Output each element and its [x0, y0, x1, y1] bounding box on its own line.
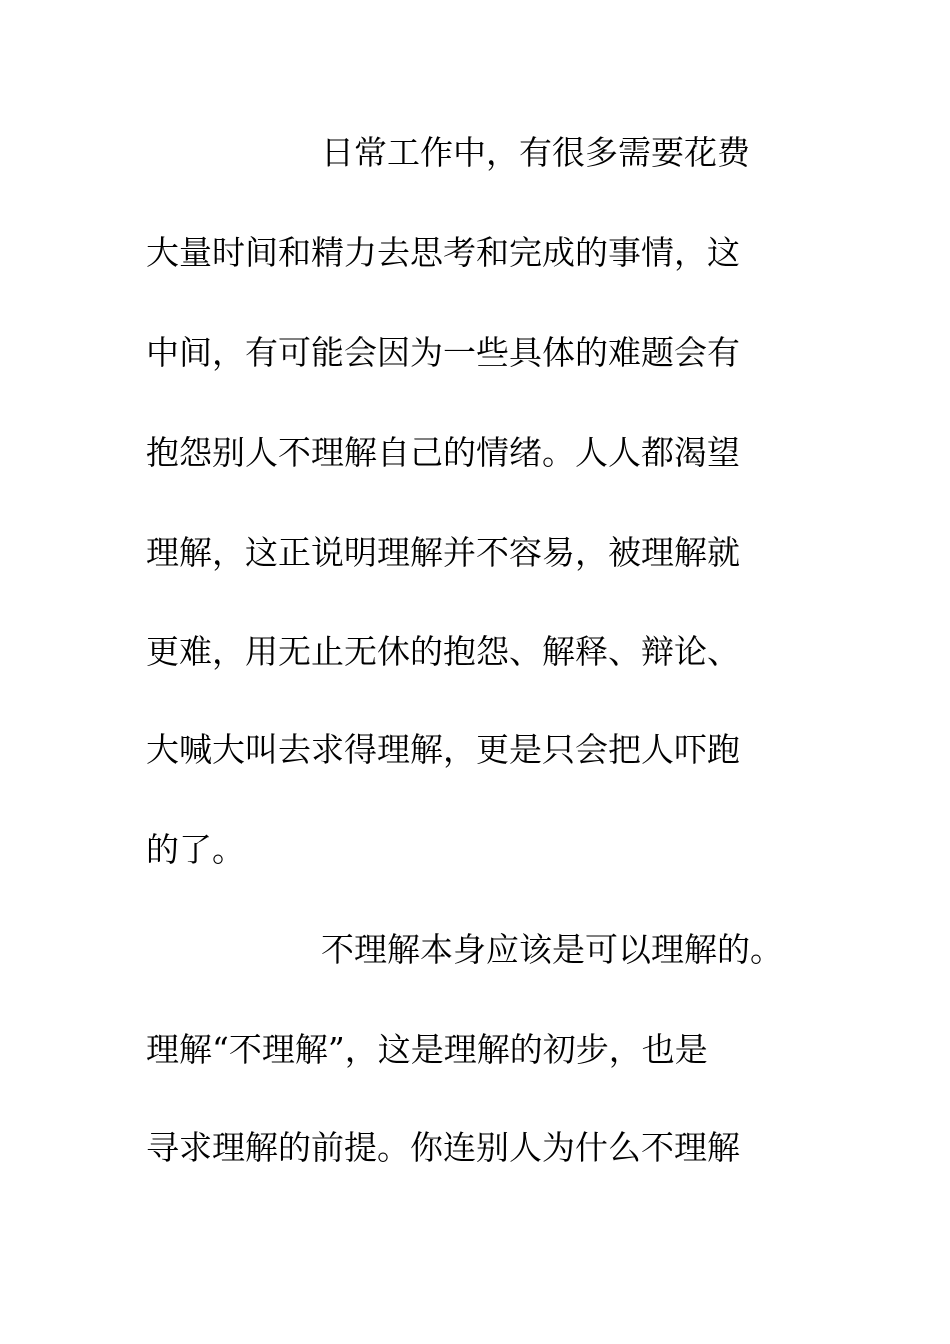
paragraph-1-line-6: 更难，用无止无休的抱怨、解释、辩论、: [146, 632, 740, 671]
paragraph-2-line-2: 理解“不理解”，这是理解的初步，也是: [146, 1030, 708, 1069]
paragraph-1-line-7: 大喊大叫去求得理解，更是只会把人吓跑: [146, 730, 740, 769]
paragraph-2-line-3: 寻求理解的前提。你连别人为什么不理解: [146, 1128, 740, 1167]
paragraph-1-line-8: 的了。: [146, 830, 245, 869]
paragraph-2-line-1: 不理解本身应该是可以理解的。: [321, 930, 783, 969]
paragraph-1-line-5: 理解，这正说明理解并不容易，被理解就: [146, 533, 740, 572]
paragraph-1-line-2: 大量时间和精力去思考和完成的事情，这: [146, 233, 740, 272]
paragraph-1-line-4: 抱怨别人不理解自己的情绪。人人都渴望: [146, 433, 740, 472]
paragraph-1-line-1: 日常工作中，有很多需要花费: [321, 133, 750, 172]
paragraph-1-line-3: 中间，有可能会因为一些具体的难题会有: [146, 333, 740, 372]
